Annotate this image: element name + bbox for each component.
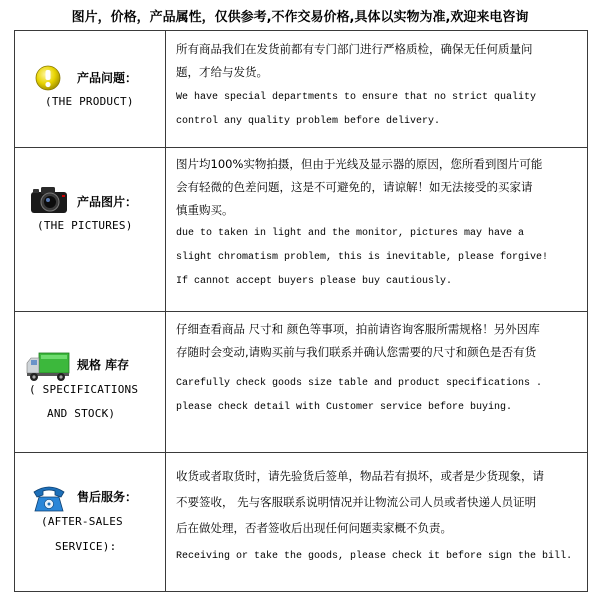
table-row-specifications: [15, 311, 587, 453]
row-label-cell: [15, 31, 165, 147]
row-title-en: AND STOCK): [47, 407, 116, 420]
row-title-cn: 售后服务：: [77, 490, 138, 504]
cn-text-line: 仔细查看商品 尺寸和 颜色等事项，拍前请咨询客服所需规格！另外因库: [176, 322, 540, 336]
cn-text-line: 所有商品我们在发货前都有专门部门进行严格质检，确保无任何质量问: [176, 42, 533, 56]
column-divider: [165, 452, 166, 591]
page-header: 图片，价格，产品属性，仅供参考,不作交易价格,具体以实物为准,欢迎来电咨询: [71, 10, 529, 25]
table-row-product: [15, 31, 587, 148]
row-label-cell: [15, 452, 165, 591]
telephone-icon: [31, 482, 67, 514]
row-title-en: (AFTER-SALES: [41, 515, 123, 528]
row-title-en: (THE PRODUCT): [45, 95, 134, 108]
column-divider: [165, 311, 166, 452]
row-title-cn: 规格 库存: [77, 358, 130, 372]
en-text-line: Receiving or take the goods, please check it before sign the bill.: [176, 551, 573, 562]
row-title-cn: 产品图片：: [77, 195, 138, 209]
info-table: [14, 30, 588, 592]
cn-text-line: 图片均100%实物拍摄，但由于光线及显示器的原因，您所看到图片可能: [176, 157, 543, 171]
cn-text-line: 收货或者取货时，请先验货后签单，物品若有损坏，或者是少货现象，请: [176, 469, 544, 483]
cn-text-line: 存随时会变动,请购买前与我们联系并确认您需要的尺寸和颜色是否有货: [176, 345, 537, 359]
row-label-cell: [15, 147, 165, 311]
column-divider: [165, 147, 166, 311]
en-text-line: please check detail with Customer service before buying.: [176, 402, 513, 413]
row-title-en: SERVICE):: [55, 540, 117, 553]
cn-text-line: 慎重购买。: [176, 203, 234, 217]
row-content-cell: [176, 463, 581, 569]
camera-icon: [29, 185, 69, 215]
table-row-after-sales: [15, 452, 587, 591]
cn-text-line: 会有轻微的色差问题，这是不可避免的，请谅解！如无法接受的买家请: [176, 180, 533, 194]
en-text-line: due to taken in light and the monitor, pictures may have a: [176, 228, 525, 239]
row-title-cn: 产品问题：: [77, 71, 138, 85]
en-text-line: control any quality problem before delivery.: [176, 116, 441, 127]
row-content-cell: [176, 153, 581, 294]
exclamation-icon: [35, 65, 61, 91]
row-content-cell: [176, 38, 581, 134]
row-label-cell: [15, 311, 165, 452]
row-title-en: (THE PICTURES): [37, 219, 133, 232]
cn-text-line: 不要签收， 先与客服联系说明情况并让物流公司人员或者快递人员证明: [176, 495, 537, 509]
row-title-en: ( SPECIFICATIONS: [29, 383, 139, 396]
row-content-cell: [176, 318, 581, 420]
truck-icon: [25, 351, 71, 383]
cn-text-line: 后在做处理，否者签收后出现任何问题卖家概不负责。: [176, 521, 452, 535]
column-divider: [165, 31, 166, 147]
cn-text-line: 题，才给与发货。: [176, 65, 268, 79]
en-text-line: We have special departments to ensure that no strict quality: [176, 92, 537, 103]
table-row-pictures: [15, 147, 587, 312]
en-text-line: slight chromatism problem, this is inevitable, please forgive!: [176, 252, 549, 263]
en-text-line: If cannot accept buyers please buy cautiously.: [176, 276, 453, 287]
en-text-line: Carefully check goods size table and product specifications .: [176, 378, 543, 389]
